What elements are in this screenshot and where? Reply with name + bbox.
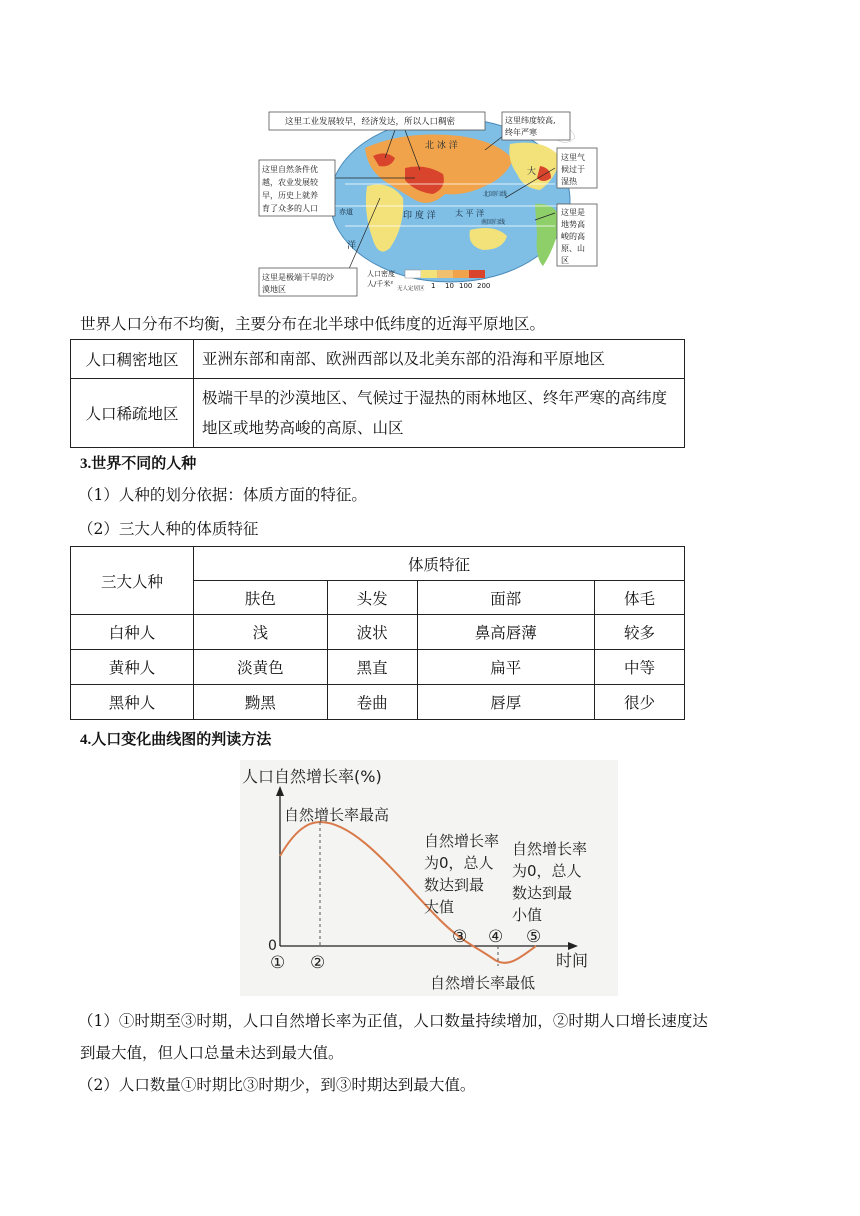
callout-humid-3: 湿热	[561, 177, 577, 186]
race-cell: 黝黑	[194, 685, 328, 720]
section3-p2: （2）三大人种的体质特征	[78, 520, 259, 538]
legend-value-1: 1	[431, 282, 436, 290]
map-label-pacific-n: 大	[527, 167, 537, 177]
curve-ann-zero-2: 为0，总人	[424, 854, 494, 872]
curve-ann-minpop-3: 数达到最	[512, 884, 573, 902]
race-name: 白种人	[71, 615, 194, 650]
map-label-arctic: 北 冰 洋	[425, 141, 458, 151]
curve-ylabel: 人口自然增长率(%)	[242, 767, 382, 786]
race-name: 黄种人	[71, 650, 194, 685]
race-cell: 波状	[327, 615, 417, 650]
curve-ann-minpop-2: 为0，总人	[512, 862, 582, 880]
callout-plateau-3: 峻的高	[561, 232, 585, 241]
race-cell: 黑直	[327, 650, 417, 685]
callout-plateau-1: 这里是	[561, 208, 585, 217]
race-cell: 较多	[594, 615, 684, 650]
legend-value-2: 10	[445, 282, 454, 290]
race-col-skin: 肤色	[194, 581, 328, 615]
legend-title-1: 人口密度	[367, 270, 395, 278]
race-col-body: 体毛	[594, 581, 684, 615]
race-cell: 淡黄色	[194, 650, 328, 685]
callout-humid-2: 候过于	[561, 165, 585, 174]
map-label-chidao: 赤道	[339, 208, 353, 216]
density-value-dense: 亚洲东部和南部、欧洲西部以及北美东部的沿海和平原地区	[194, 340, 685, 379]
section4-p1b: 到最大值，但人口总量未达到最大值。	[80, 1044, 344, 1062]
curve-ann-zero-1: 自然增长率	[424, 832, 500, 850]
callout-highlat-2: 终年严寒	[505, 128, 537, 137]
race-table	[70, 546, 685, 720]
curve-period-3: ③	[452, 927, 468, 947]
race-cell: 扁平	[417, 650, 594, 685]
callout-highlat-1: 这里纬度较高,	[505, 116, 556, 125]
table-row	[71, 547, 685, 581]
callout-desert-2: 漠地区	[262, 285, 286, 294]
section3-p1: （1）人种的划分依据：体质方面的特征。	[78, 486, 367, 504]
race-name: 黑种人	[71, 685, 194, 720]
density-label-sparse: 人口稀疏地区	[71, 379, 194, 448]
section4-p1: （1）①时期至③时期，人口自然增长率为正值，人口数量持续增加，②时期人口增长速度达	[78, 1012, 708, 1030]
callout-nature-2: 越，农业发展较	[262, 178, 318, 187]
race-cell: 卷曲	[327, 685, 417, 720]
curve-ann-zero-4: 大值	[424, 898, 455, 916]
table-row	[71, 650, 685, 685]
race-cell: 中等	[594, 650, 684, 685]
table-row	[71, 685, 685, 720]
race-cell: 唇厚	[417, 685, 594, 720]
curve-ann-low: 自然增长率最低	[430, 974, 536, 992]
intro-text: 世界人口分布不均衡，主要分布在北半球中低纬度的近海平原地区。	[80, 315, 546, 333]
section4-p2: （2）人口数量①时期比③时期少，到③时期达到最大值。	[78, 1076, 476, 1094]
map-label-beihuigui: 北回归线	[483, 191, 508, 198]
callout-nature-1: 这里自然条件优	[262, 165, 318, 174]
race-cell: 很少	[594, 685, 684, 720]
population-curve-figure	[240, 760, 618, 996]
callout-desert-1: 这里是极端干旱的沙	[262, 273, 334, 282]
section4-heading: 4.人口变化曲线图的判读方法	[80, 732, 272, 748]
curve-ann-minpop-4: 小值	[512, 906, 543, 924]
curve-ann-max: 自然增长率最高	[284, 806, 390, 824]
map-label-atlantic: 洋	[347, 241, 357, 251]
curve-period-2: ②	[310, 953, 326, 973]
curve-period-4: ④	[488, 927, 504, 947]
map-label-nanhuigui: 南回归线	[481, 219, 506, 226]
callout-plateau-5: 区	[561, 256, 569, 265]
race-cell: 鼻高唇薄	[417, 615, 594, 650]
callout-nature-4: 育了众多的人口	[262, 204, 318, 213]
callout-plateau-4: 原、山	[561, 244, 585, 253]
density-label-dense: 人口稠密地区	[71, 340, 194, 379]
curve-period-5: ⑤	[526, 927, 542, 947]
callout-plateau-2: 地势高	[561, 220, 585, 229]
legend-value-4: 200	[477, 282, 491, 290]
legend-title-2: 人/千米²	[367, 280, 394, 288]
curve-ann-minpop-1: 自然增长率	[512, 840, 588, 858]
callout-humid-1: 这里气	[561, 153, 585, 162]
density-value-sparse: 极端干旱的沙漠地区、气候过于湿热的雨林地区、终年严寒的高纬度地区或地势高峻的高原、山区	[194, 379, 685, 448]
curve-origin: 0	[268, 938, 277, 954]
race-col-face: 面部	[417, 581, 594, 615]
world-population-map	[255, 108, 605, 300]
race-col-hair: 头发	[327, 581, 417, 615]
table-row	[71, 340, 685, 379]
density-table	[70, 339, 685, 448]
map-label-indian: 印 度 洋	[403, 211, 436, 221]
legend-value-0: 无人定居区	[397, 286, 425, 292]
race-corner: 三大人种	[71, 547, 194, 615]
table-row	[71, 615, 685, 650]
curve-ann-zero-3: 数达到最	[424, 876, 485, 894]
callout-industry: 这里工业发展较早，经济发达，所以人口稠密	[285, 117, 456, 127]
curve-xlabel: 时间	[556, 951, 589, 970]
curve-period-1: ①	[270, 953, 286, 973]
map-label-pacific: 太 平 洋	[455, 209, 485, 218]
section3-heading: 3.世界不同的人种	[80, 456, 197, 472]
race-group-header: 体质特征	[194, 547, 685, 581]
callout-nature-3: 早，历史上就养	[262, 191, 318, 200]
table-row	[71, 379, 685, 448]
legend-value-3: 100	[459, 282, 473, 290]
race-cell: 浅	[194, 615, 328, 650]
